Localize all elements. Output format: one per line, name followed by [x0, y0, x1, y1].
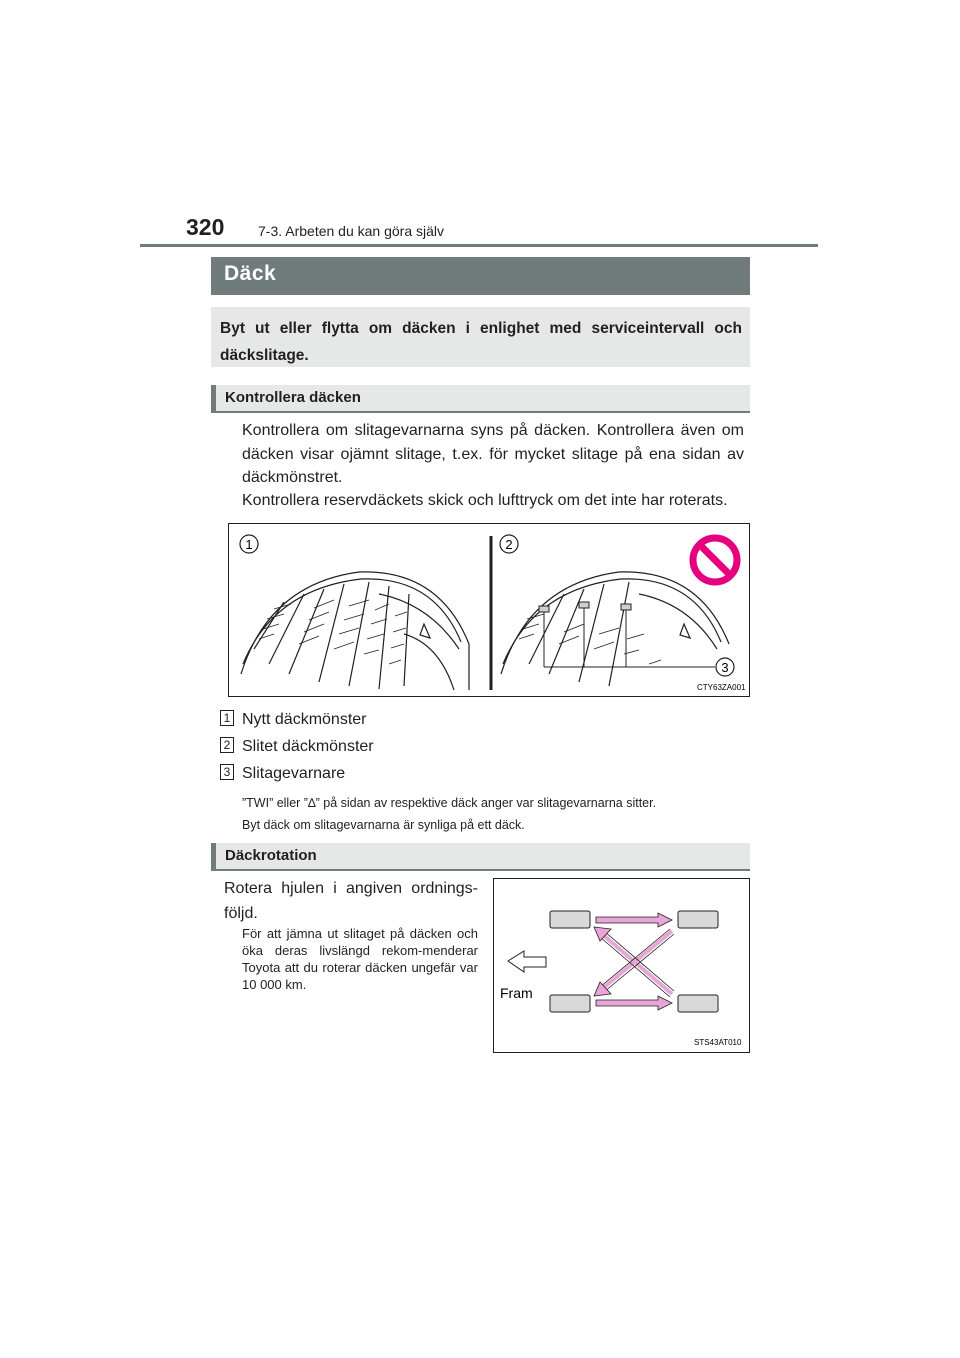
section-heading-label: Kontrollera däcken [225, 389, 361, 406]
tire-tread-illustration [229, 524, 749, 696]
legend-note-2: Byt däck om slitagevarnarna är synliga på ett däck. [242, 818, 525, 832]
callout-1: 1 [245, 537, 253, 552]
header-rule [140, 244, 818, 247]
front-label: Fram [500, 985, 533, 1001]
section-heading-rotation [211, 843, 750, 871]
legend-num-1: 1 [220, 710, 234, 726]
tire-tread-figure [228, 523, 750, 697]
section-breadcrumb: 7-3. Arbeten du kan göra själv [258, 223, 445, 239]
callout-3: 3 [721, 660, 729, 675]
legend-label-3: Slitagevarnare [242, 765, 346, 782]
rotation-paragraph: Rotera hjulen i angiven ordnings-följd. [224, 880, 478, 922]
rotation-diagram [494, 879, 749, 1052]
figure-code: STS43AT010 [694, 1038, 742, 1047]
new-tread-tire [241, 572, 469, 690]
front-arrow-icon [508, 951, 546, 972]
legend-note-1: ”TWI” eller ”∆” på sidan av respektive däck anger var slitagevarnarna sitter. [242, 796, 657, 810]
check-paragraph-2: Kontrollera reservdäckets skick och lufttryck om det inte har roterats. [242, 492, 728, 509]
check-paragraph-1: Kontrollera om slitagevarnarna syns på däcken. Kontrollera även om däcken visar ojämnt slitage, t.ex. för mycket slitage på ena sidan av däckmönstret. [242, 422, 744, 486]
title-bar [211, 257, 750, 295]
figure-code: CTY63ZA001 [697, 683, 746, 692]
callout-2: 2 [505, 537, 513, 552]
rotation-note: För att jämna ut slitaget på däcken och öka deras livslängd rekom-menderar Toyota att du roterar däcken ungefär var 10 000 km. [242, 926, 478, 992]
page-number: 320 [186, 214, 225, 240]
section-heading-label: Däckrotation [225, 847, 317, 864]
legend-num-2: 2 [220, 737, 234, 753]
legend-label-1: Nytt däckmönster [242, 711, 367, 728]
prohibited-icon [693, 538, 737, 582]
section-heading-check-tires [211, 385, 750, 413]
intro-text: Byt ut eller flytta om däcken i enlighet med serviceintervall och däckslitage. [220, 320, 742, 364]
legend-label-2: Slitet däckmönster [242, 738, 374, 755]
legend-num-3: 3 [220, 764, 234, 780]
page-title: Däck [224, 262, 277, 285]
rotation-figure [493, 878, 750, 1053]
